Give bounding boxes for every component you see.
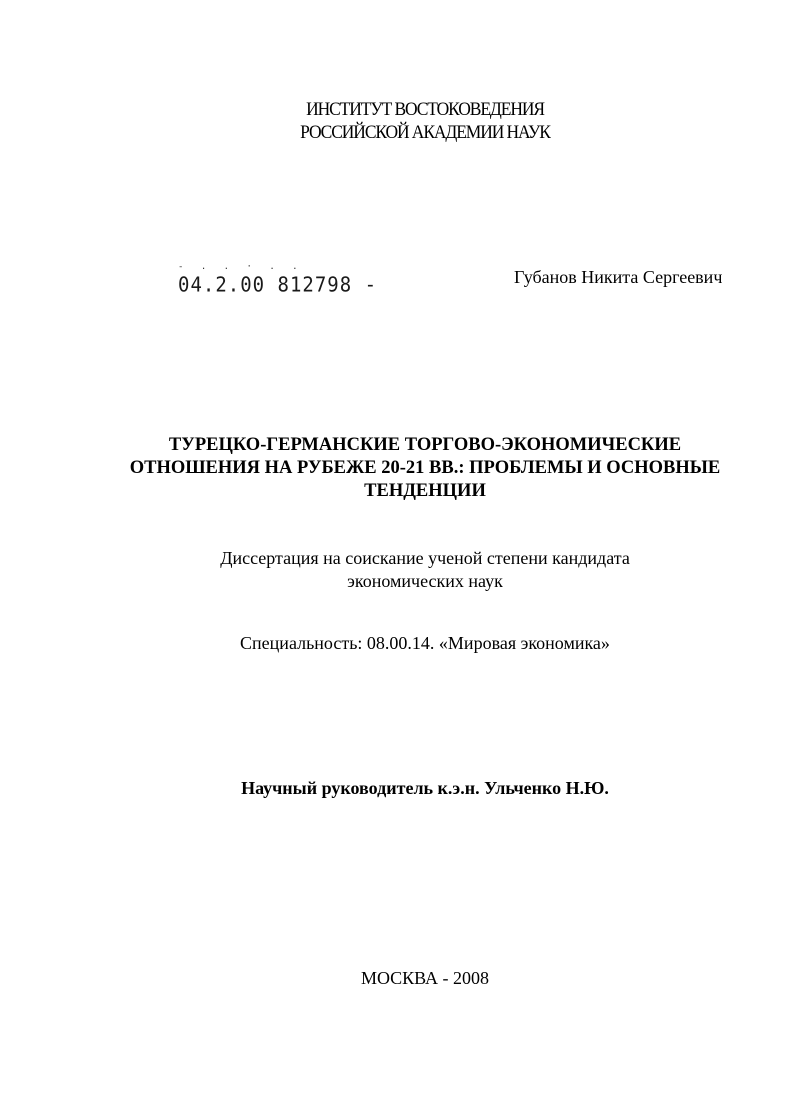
specialty: Специальность: 08.00.14. «Мировая экономика» bbox=[240, 633, 610, 653]
registration-stamp bbox=[178, 262, 377, 296]
city-year: МОСКВА - 2008 bbox=[360, 968, 490, 988]
stamp-number: 04.2.00 812798 - bbox=[178, 273, 378, 297]
institute-line-1: ИНСТИТУТ ВОСТОКОВЕДЕНИЯ bbox=[306, 99, 544, 120]
stamp-dots: - . . · . . bbox=[178, 262, 304, 272]
degree-line-1: Диссертация на соискание ученой степени кандидата bbox=[220, 548, 630, 568]
title-line-2: ОТНОШЕНИЯ НА РУБЕЖЕ 20-21 ВВ.: ПРОБЛЕМЫ И ОСНОВНЫЕ bbox=[129, 458, 721, 478]
degree-line-2: экономических наук bbox=[347, 571, 503, 591]
title-line-3: ТЕНДЕНЦИИ bbox=[364, 481, 486, 501]
degree-statement bbox=[100, 547, 750, 593]
scientific-advisor: Научный руководитель к.э.н. Ульченко Н.Ю. bbox=[241, 778, 609, 798]
institute-header bbox=[34, 98, 799, 144]
title-line-1: ТУРЕЦКО-ГЕРМАНСКИЕ ТОРГОВО-ЭКОНОМИЧЕСКИЕ bbox=[168, 435, 682, 455]
dissertation-title bbox=[100, 434, 750, 503]
author-name: Губанов Никита Сергеевич bbox=[514, 267, 723, 287]
institute-line-2: РОССИЙСКОЙ АКАДЕМИИ НАУК bbox=[300, 122, 550, 143]
